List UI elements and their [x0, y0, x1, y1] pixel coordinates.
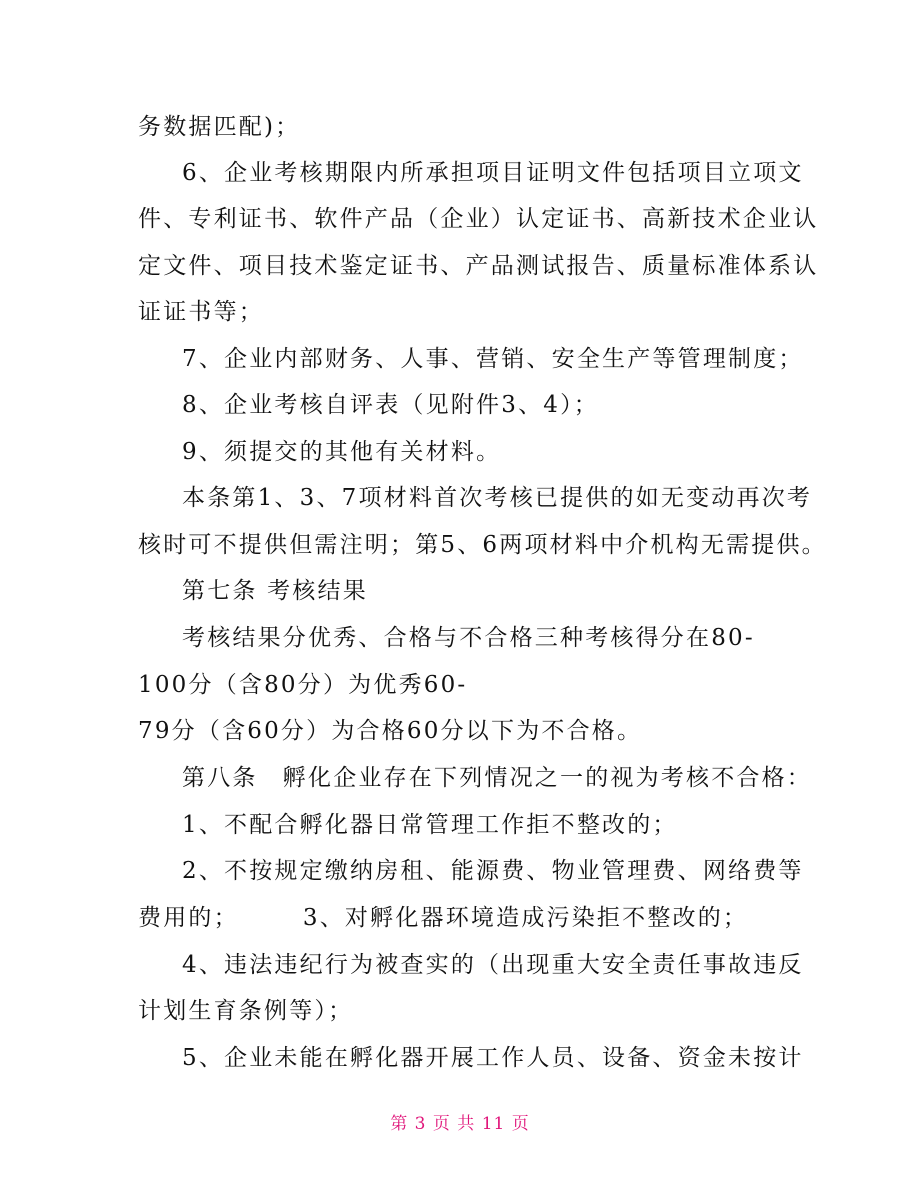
section-heading: 第七条 考核结果 — [182, 578, 368, 604]
text-line: 2、不按规定缴纳房租、能源费、物业管理费、网络费等 — [182, 858, 804, 884]
text-line: 7、企业内部财务、人事、营销、安全生产等管理制度； — [182, 346, 804, 372]
text-line: 计划生育条例等）； — [138, 998, 354, 1024]
text-line: 8、企业考核自评表（见附件3、4）； — [182, 392, 599, 418]
text-line: 核时可不提供但需注明；第5、6两项材料中介机构无需提供。 — [138, 532, 827, 558]
text-line: 79分（含60分）为合格60分以下为不合格。 — [138, 718, 643, 744]
page-number-footer: 第 3 页 共 11 页 — [390, 1114, 530, 1134]
text-line: 5、企业未能在孵化器开展工作人员、设备、资金未按计 — [182, 1045, 804, 1071]
text-line: 100分（含80分）为优秀60- — [138, 672, 468, 698]
text-line: 6、企业考核期限内所承担项目证明文件包括项目立项文 — [182, 160, 804, 186]
text-line: 1、不配合孵化器日常管理工作拒不整改的； — [182, 812, 678, 838]
section-heading: 第八条 孵化企业存在下列情况之一的视为考核不合格： — [182, 765, 812, 791]
text-line: 9、须提交的其他有关材料。 — [182, 439, 502, 465]
text-line: 考核结果分优秀、合格与不合格三种考核得分在80- — [182, 625, 755, 651]
text-line: 务数据匹配)； — [138, 114, 301, 140]
text-line: 本条第1、3、7项材料首次考核已提供的如无变动再次考 — [182, 485, 813, 511]
text-line: 件、专利证书、软件产品（企业）认定证书、高新技术企业认 — [138, 206, 819, 232]
text-line: 证证书等； — [138, 299, 264, 325]
text-line: 费用的； 3、对孵化器环境造成污染拒不整改的； — [138, 905, 749, 931]
text-line: 4、违法违纪行为被查实的（出现重大安全责任事故违反 — [182, 952, 804, 978]
text-line: 定文件、项目技术鉴定证书、产品测试报告、质量标准体系认 — [138, 253, 819, 279]
